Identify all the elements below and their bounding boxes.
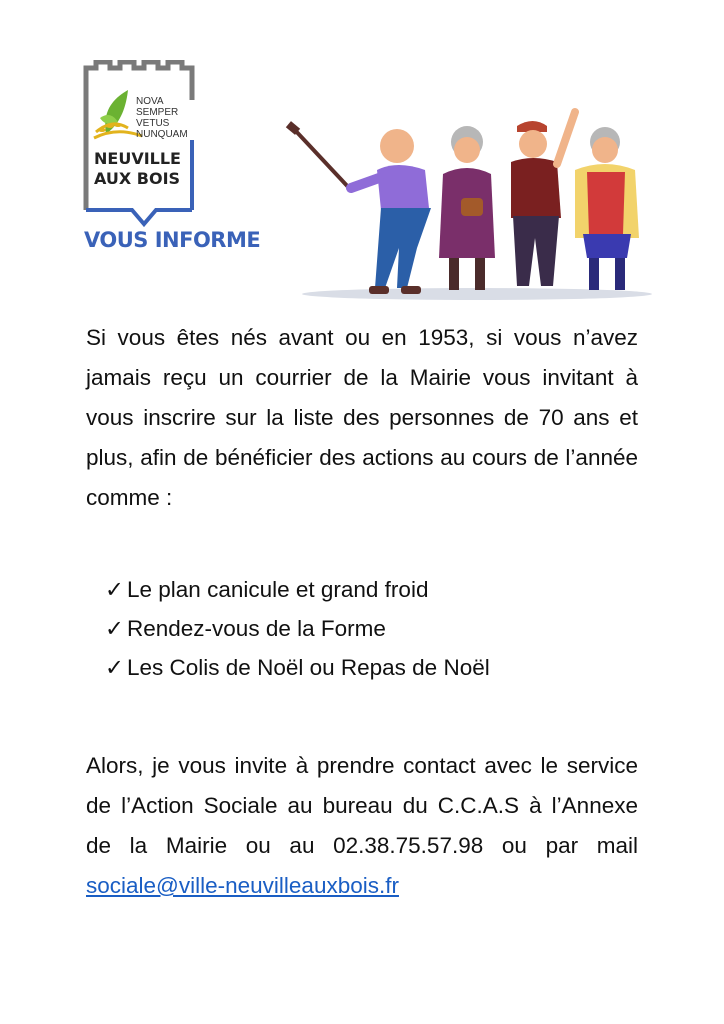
action-label: Les Colis de Noël ou Repas de Noël: [127, 655, 490, 680]
email-link[interactable]: sociale@ville-neuvilleauxbois.fr: [86, 873, 399, 898]
list-item: [105, 570, 490, 609]
senior-woman-2: [575, 127, 639, 290]
motto-line: NOVA: [136, 96, 164, 107]
town-name-line1: NEUVILLE: [94, 149, 181, 168]
senior-man-1: [351, 129, 431, 294]
seniors-selfie-illustration: [285, 98, 670, 303]
motto-line: SEMPER: [136, 107, 179, 118]
senior-man-2: [511, 112, 575, 286]
intro-paragraph: Si vous êtes nés avant ou en 1953, si vous n’avez jamais reçu un courrier de la Mairie vous invitant à vous inscrire sur la liste des personnes de 70 ans et plus, afin de bénéficier des actions au cours de l’année comme :: [86, 325, 638, 510]
shield-base-icon: [86, 210, 192, 224]
actions-list: [105, 570, 490, 687]
motto-line: NUNQUAM: [136, 129, 188, 140]
town-logo: [80, 60, 215, 230]
header-tagline: VOUS INFORME: [84, 228, 261, 252]
list-item: [105, 609, 490, 648]
action-label: Le plan canicule et grand froid: [127, 577, 429, 602]
contact-text: Alors, je vous invite à prendre contact avec le service de l’Action Sociale au bureau du C.C.A.S à l’Annexe de la Mairie ou au 02.38.75.57.98 ou par mail: [86, 753, 638, 858]
wheat-icon: [94, 123, 142, 138]
contact-paragraph: [86, 746, 638, 906]
list-item: [105, 648, 490, 687]
check-icon: ✓: [105, 577, 124, 602]
action-label: Rendez-vous de la Forme: [127, 616, 386, 641]
town-name-line2: AUX BOIS: [94, 169, 181, 188]
senior-woman-1: [439, 126, 495, 290]
motto-line: VETUS: [136, 118, 170, 129]
check-icon: ✓: [105, 655, 124, 680]
check-icon: ✓: [105, 616, 124, 641]
